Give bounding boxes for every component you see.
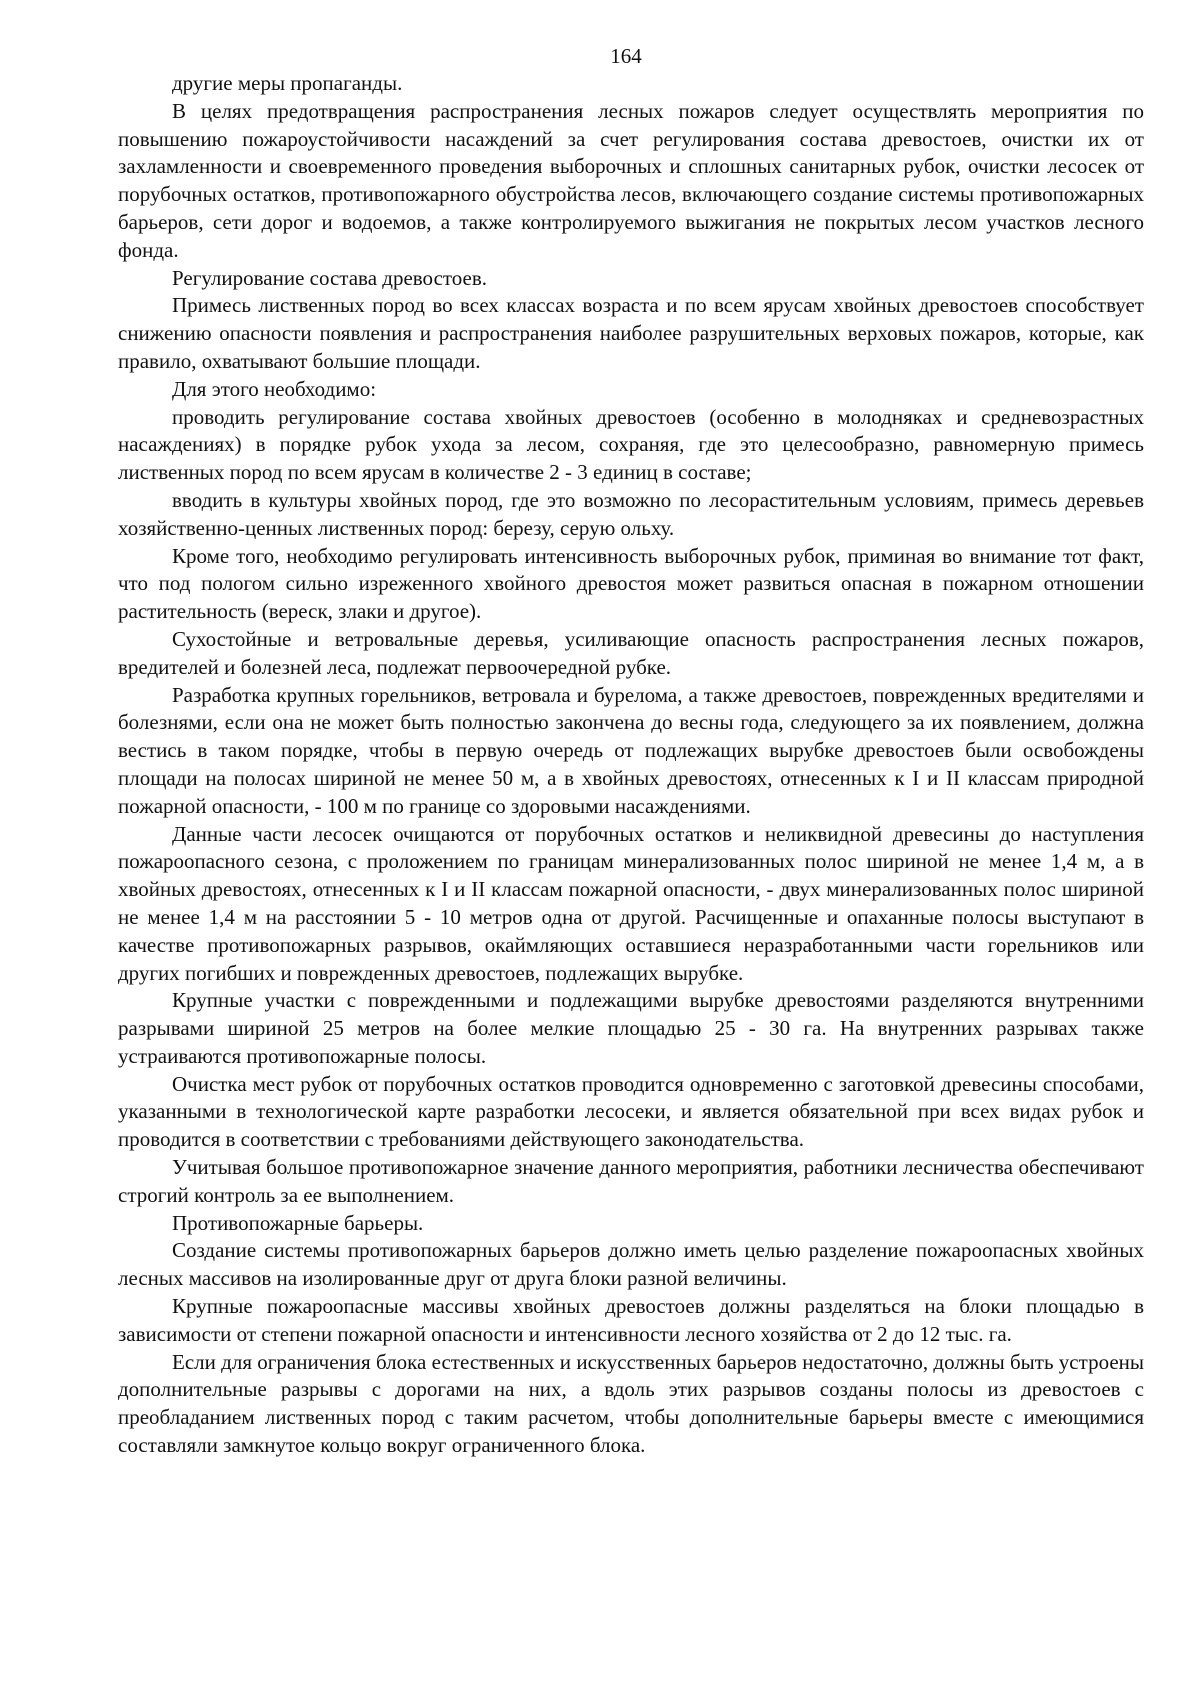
body-text — [118, 70, 1144, 1460]
paragraph-18: Если для ограничения блока естественных и искусственных барьеров недостаточно, должны быть устроены дополнительные разрывы с дорогами на них, а вдоль этих разрывов созданы полосы из древостоев с преобладанием лиственных пород с таким расчетом, чтобы дополнительные барьеры вместе с имеющимися составляли замкнутое кольцо вокруг ограниченного блока. — [118, 1349, 1144, 1458]
list-item-1: проводить регулирование состава хвойных древостоев (особенно в молодняках и средневозрастных насаждениях) в порядке рубок ухода за лесом, сохраняя, где это целесообразно, равномерную примесь лиственных пород по всем ярусам в количестве 2 - 3 единиц в составе; — [118, 404, 1144, 485]
paragraph-17: Крупные пожароопасные массивы хвойных древостоев должны разделяться на блоки площадью в зависимости от степени пожарной опасности и интенсивности лесного хозяйства от 2 до 12 тыс. га. — [118, 1294, 1144, 1346]
list-item-2: вводить в культуры хвойных пород, где это возможно по лесорастительным условиям, примесь деревьев хозяйственно-ценных лиственных пород: березу, серую ольху. — [118, 487, 1144, 540]
paragraph-5: Для этого необходимо: — [172, 376, 377, 401]
paragraph-13: Очистка мест рубок от порубочных остатков проводится одновременно с заготовкой древесины способами, указанными в технологической карте разработки лесосеки, и является обязательной при всех видах рубок и проводится в соответствии с требованиями действующего законодательства. — [118, 1071, 1144, 1152]
paragraph-1: другие меры пропаганды. — [172, 71, 403, 95]
section-heading-species-composition: Регулирование состава древостоев. — [172, 265, 488, 290]
section-heading-fire-barriers: Противопожарные барьеры. — [172, 1210, 424, 1235]
paragraph-9: Сухостойные и ветровальные деревья, усиливающие опасность распространения лесных пожаров, вредителей и болезней леса, подлежат первоочередной рубке. — [118, 626, 1144, 679]
paragraph-10: Разработка крупных горельников, ветровала и бурелома, а также древостоев, поврежденных вредителями и болезнями, если она не может быть полностью закончена до весны года, следующего за их появлением, должна вестись в таком порядке, чтобы в первую очередь от подлежащих вырубке древостоев были освобождены площади на полосах шириной не менее 50 м, а в хвойных древостоях, отнесенных к I и II классам природной пожарной опасности, - 100 м по границе со здоровыми насаждениями. — [118, 682, 1144, 818]
paragraph-14: Учитывая большое противопожарное значение данного мероприятия, работники лесничества обеспечивают строгий контроль за ее выполнением. — [118, 1155, 1144, 1207]
paragraph-4: Примесь лиственных пород во всех классах возраста и по всем ярусам хвойных древостоев способствует снижению опасности появления и распространения наиболее разрушительных верховых пожаров, которые, как правило, охватывают большие площади. — [118, 293, 1144, 373]
paragraph-16: Создание системы противопожарных барьеров должно иметь целью разделение пожароопасных хвойных лесных массивов на изолированные друг от друга блоки разной величины. — [118, 1238, 1144, 1291]
paragraph-12: Крупные участки с поврежденными и подлежащими вырубке древостоями разделяются внутренними разрывами шириной 25 метров на более мелкие площадью 25 - 30 га. На внутренних разрывах также устраиваются противопожарные полосы. — [118, 988, 1144, 1068]
paragraph-8: Кроме того, необходимо регулировать интенсивность выборочных рубок, приминая во внимание тот факт, что под пологом сильно изреженного хвойного древостоя может развиться опасная в пожарном отношении растительность (вереск, злаки и другое). — [118, 543, 1144, 624]
paragraph-2: В целях предотвращения распространения лесных пожаров следует осуществлять мероприятия по повышению пожароустойчивости насаждений за счет регулирования состава древостоев, очистки их от захламленности и своевременного проведения выборочных и сплошных санитарных рубок, очистки лесосек от порубочных остатков, противопожарного обустройства лесов, включающего создание системы противопожарных барьеров, сети дорог и водоемов, а также контролируемого выжигания не покрытых лесом участков лесного фонда. — [118, 98, 1144, 262]
page-number: 164 — [610, 44, 642, 68]
paragraph-11: Данные части лесосек очищаются от порубочных остатков и неликвидной древесины до наступления пожароопасного сезона, с проложением по границам минерализованных полос шириной не менее 1,4 м, а в хвойных древостоях, отнесенных к I и II классам пожарной опасности, - двух минерализованных полос шириной не менее 1,4 м на расстоянии 5 - 10 метров одна от другой. Расчищенные и опаханные полосы выступают в качестве противопожарных разрывов, окаймляющих оставшиеся неразработанными части горельников или других погибших и поврежденных древостоев, подлежащих вырубке. — [118, 821, 1144, 985]
